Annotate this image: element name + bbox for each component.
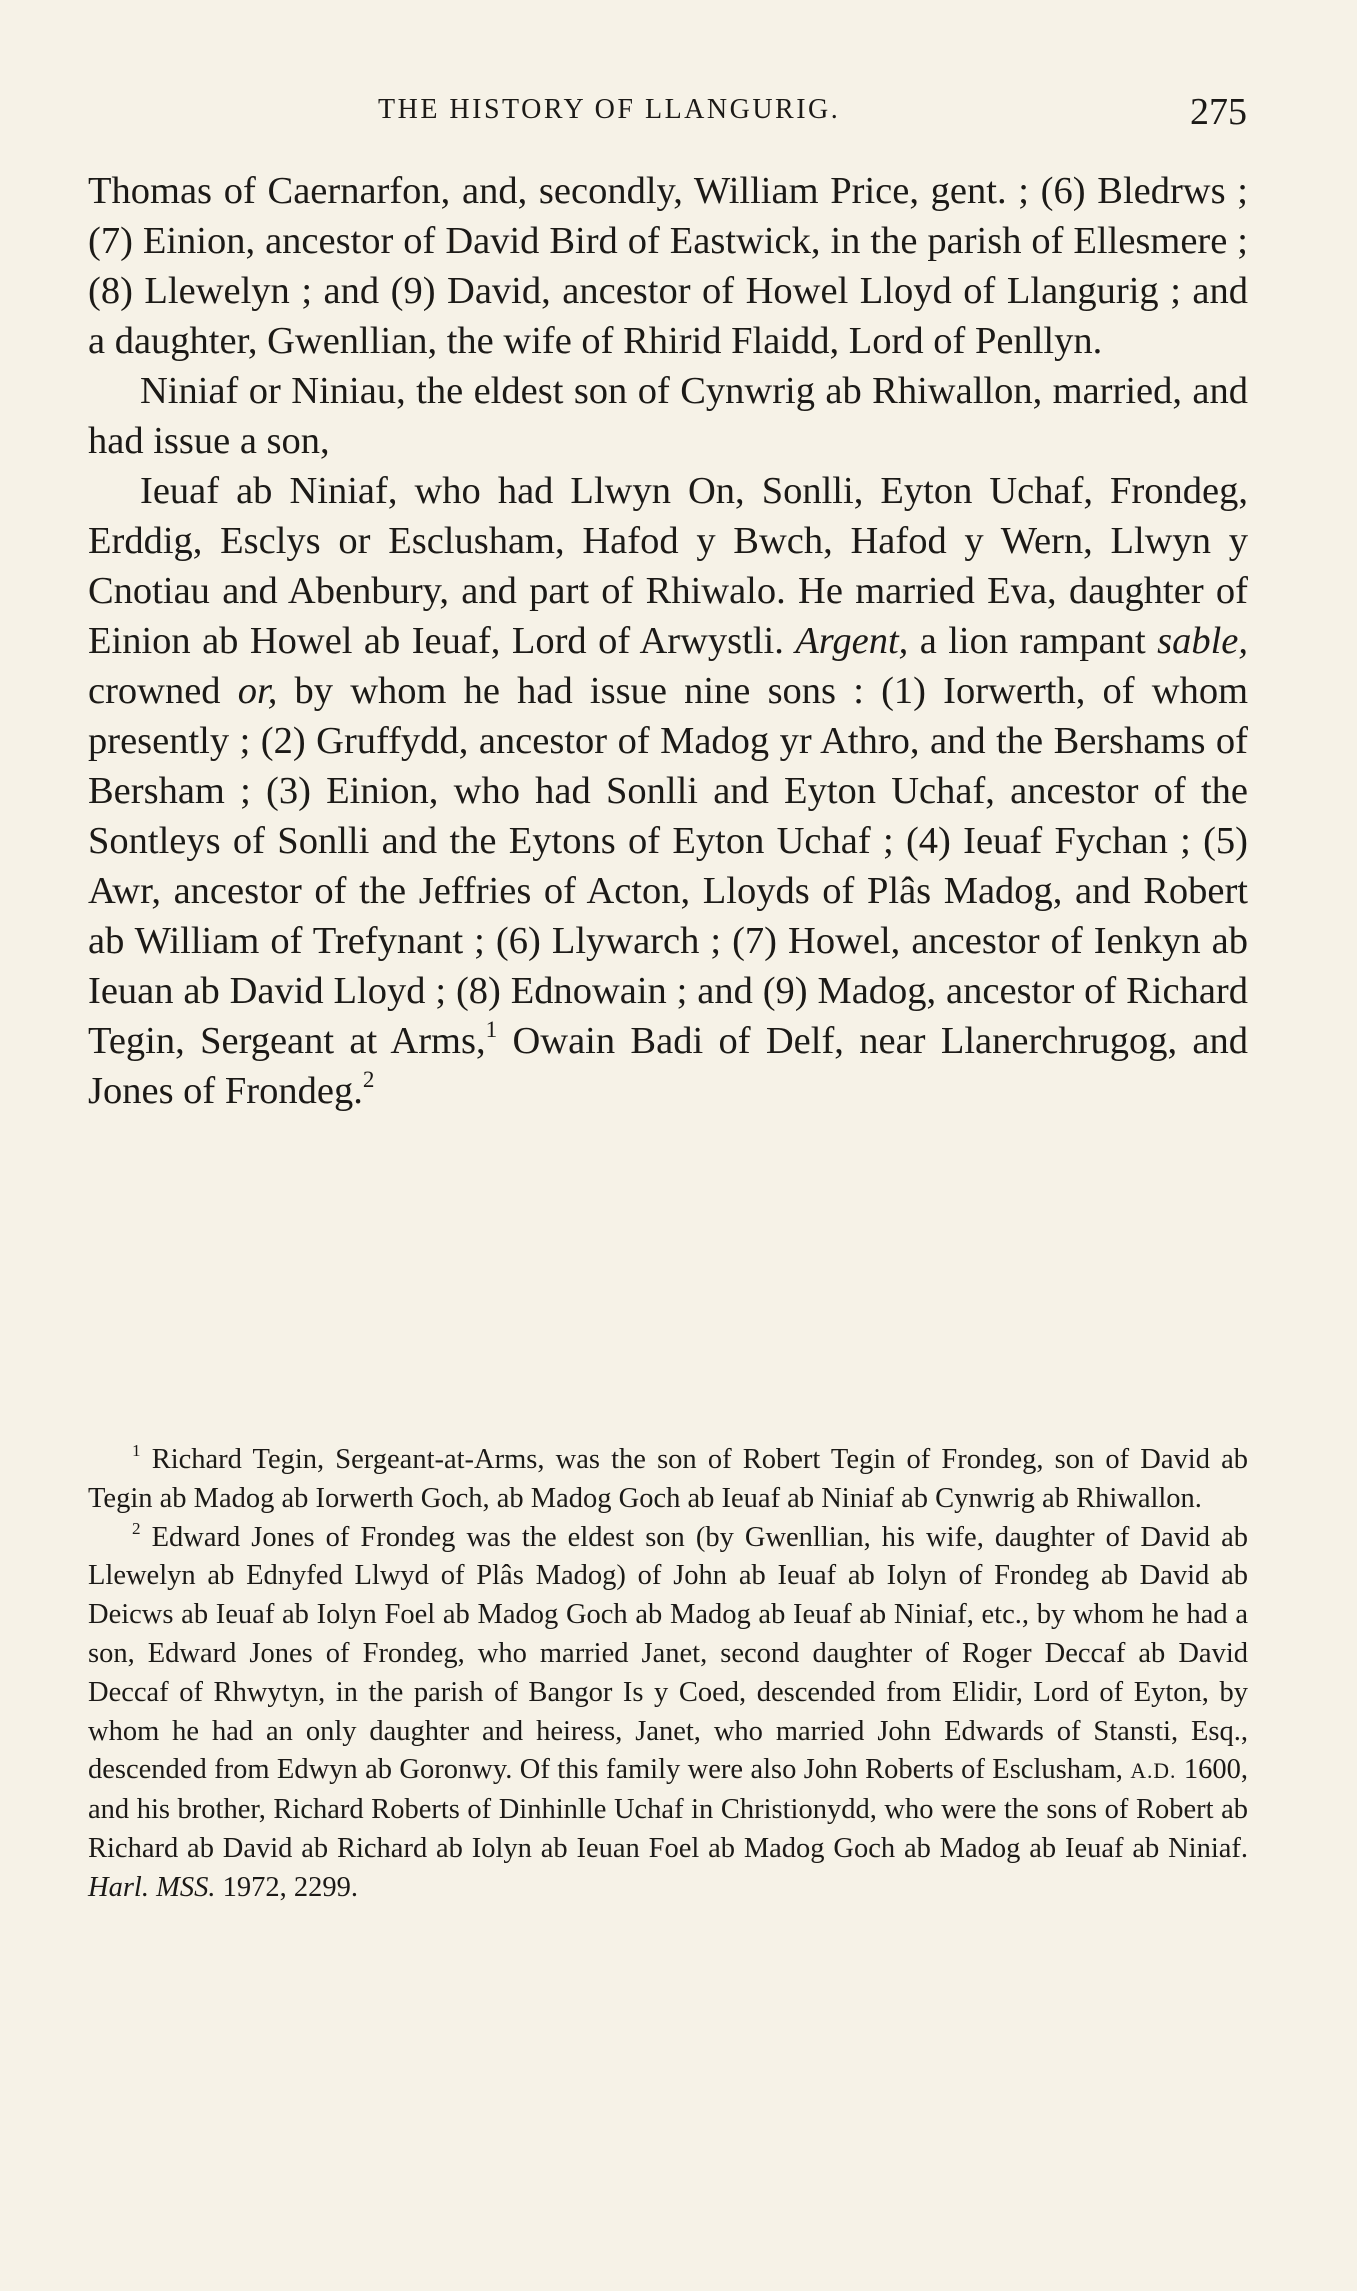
heraldic-tincture: sable, bbox=[1157, 620, 1249, 662]
footnote-text: 1600, and his brother, Richard Roberts of Dinhinlle Uchaf in Christionydd, who were the sons of Robert ab Richard ab David ab Richard ab Iolyn ab Ieuan Foel ab Madog Goch ab Madog ab Ieuaf ab Niniaf. bbox=[88, 1754, 1248, 1864]
paragraph-text: a lion rampant bbox=[919, 620, 1146, 662]
footnote bbox=[88, 1441, 1248, 1519]
footnote-text: Edward Jones of Frondeg was the eldest son (by Gwenllian, his wife, daughter of David ab Llewelyn ab Ednyfed Llwyd of Plâs Madog) of John ab Ieuaf ab Iolyn of Frondeg ab David ab Deicws ab Ieuaf ab Iolyn Foel ab Madog Goch ab Madog ab Ieuaf ab Niniaf, etc., by whom he had a son, Edward Jones of Frondeg, who married Janet, second daughter of Roger Deccaf ab David Deccaf of Rhwytyn, in the parish of Bangor Is y Coed, descended from Elidir, Lord of Eyton, by whom he had an only daughter and heiress, Janet, who married John Edwards of Stansti, Esq., descended from Edwyn ab Goronwy. Of this family were also John Roberts of Esclusham, bbox=[88, 1521, 1248, 1786]
paragraph-text: by whom he had issue nine sons : (1) Iorwerth, of whom presently ; (2) Gruffydd, ancestor of Madog yr Athro, and the Bershams of Bersham ; (3) Einion, who had Sonlli and Eyton Uchaf, ancestor of the Sontleys of Sonlli and the Eytons of Eyton Uchaf ; (4) Ieuaf Fychan ; (5) Awr, ancestor of the Jeffries of Acton, Lloyds of Plâs Madog, and Robert ab William of Trefynant ; (6) Llywarch ; (7) Howel, ancestor of Ienkyn ab Ieuan ab David Lloyd ; (8) Ednowain ; and (9) Madog, ancestor of Richard Tegin, Sergeant at Arms, bbox=[88, 670, 1249, 1062]
page-number: 275 bbox=[1190, 91, 1247, 133]
paragraph bbox=[88, 166, 1248, 366]
footnote-text: 1972, 2299. bbox=[215, 1871, 358, 1903]
era-abbreviation: A.D. bbox=[1130, 1759, 1177, 1784]
main-text bbox=[88, 166, 1248, 1116]
footnote-marker: 1 bbox=[132, 1441, 141, 1461]
footnote-reference: 1 bbox=[485, 1015, 498, 1042]
paragraph-text: Niniaf or Niniau, the eldest son of Cynwrig ab Rhiwallon, married, and had issue a son, bbox=[88, 370, 1248, 462]
paragraph-text: Thomas of Caernarfon, and, secondly, William Price, gent. ; (6) Bledrws ; (7) Einion, ancestor of David Bird of Eastwick, in the parish of Ellesmere ; (8) Llewelyn ; and (9) David, ancestor of Howel Lloyd of Llangurig ; and a daughter, Gwenllian, the wife of Rhirid Flaidd, Lord of Penllyn. bbox=[88, 170, 1248, 362]
paragraph-text: crowned bbox=[88, 670, 221, 712]
footnote-text: Richard Tegin, Sergeant-at-Arms, was the son of Robert Tegin of Frondeg, son of David ab Tegin ab Madog ab Iorwerth Goch, ab Madog Goch ab Ieuaf ab Niniaf ab Cynwrig ab Rhiwallon. bbox=[88, 1444, 1248, 1514]
running-title: THE HISTORY OF LLANGURIG. bbox=[378, 94, 841, 125]
heraldic-tincture: Argent, bbox=[795, 620, 909, 662]
manuscript-citation: Harl. MSS. bbox=[88, 1871, 216, 1903]
paragraph-text: Ieuaf ab Niniaf, who had Llwyn On, Sonlli, Eyton Uchaf, Frondeg, Erddig, Esclys or Esclusham, Hafod y Bwch, Hafod y Wern, Llwyn y Cnotiau and Abenbury, and part of Rhiwalo. He married Eva, daughter of Einion ab Howel ab Ieuaf, Lord of Arwystli. bbox=[88, 470, 1248, 662]
paragraph bbox=[88, 466, 1248, 1116]
paragraph-text: Owain Badi of Delf, near Llanerchrugog, and Jones of Frondeg. bbox=[88, 1020, 1248, 1112]
footnote bbox=[88, 1519, 1248, 1908]
footnotes bbox=[88, 1441, 1248, 1908]
heraldic-tincture: or, bbox=[237, 670, 278, 712]
footnote-marker: 2 bbox=[132, 1518, 141, 1538]
footnote-reference: 2 bbox=[362, 1065, 375, 1092]
running-header bbox=[88, 90, 1247, 138]
paragraph bbox=[88, 366, 1248, 466]
